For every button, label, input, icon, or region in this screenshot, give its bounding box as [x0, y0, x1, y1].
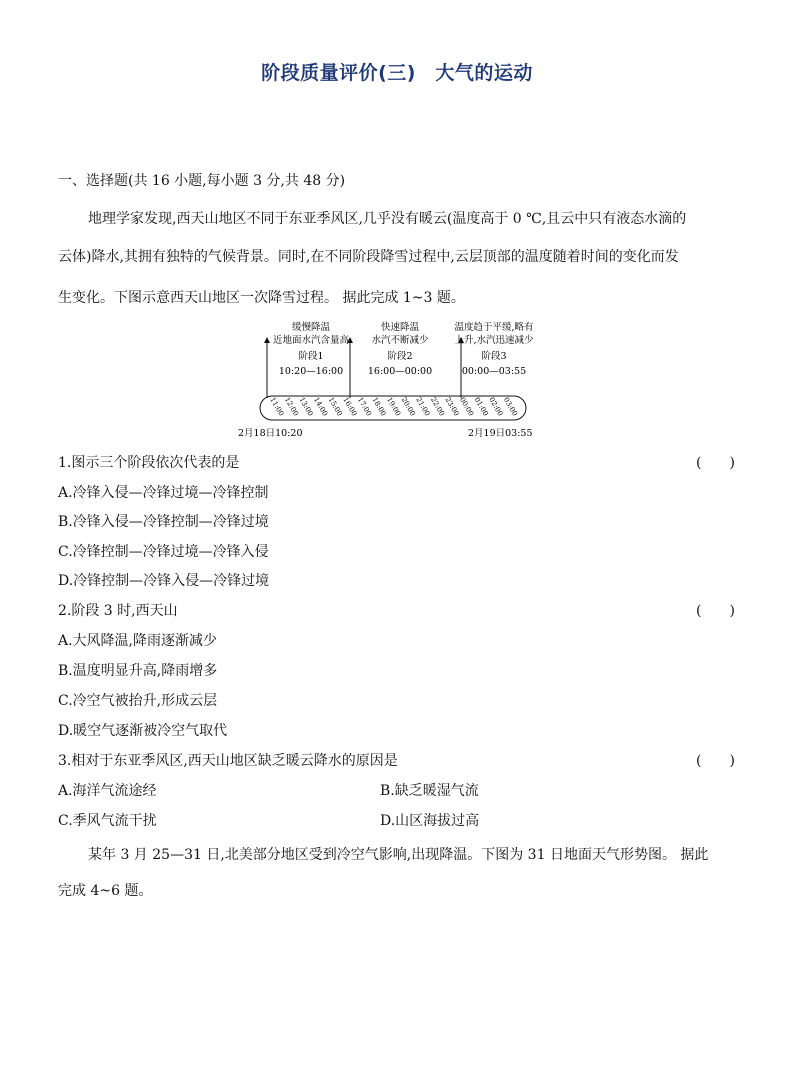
- q1-option-d: D.冷锋控制—冷锋入侵—冷锋过境: [58, 573, 270, 589]
- q1-option-b: B.冷锋入侵—冷锋控制—冷锋过境: [58, 514, 269, 530]
- timeline-tick-label: 19:00: [385, 396, 403, 418]
- passage2-line1: 某年 3 月 25—31 日,北美部分地区受到冷空气影响,出现降温。下图为 31 日地面天气形势图。 据此: [88, 847, 709, 863]
- q2-option-d: D.暖空气逐渐被冷空气取代: [58, 723, 228, 739]
- timeline-tick-label: 12:00: [282, 396, 300, 418]
- timeline-tick-label: 00:00: [458, 396, 476, 418]
- timeline-tick-label: 18:00: [370, 396, 388, 418]
- timeline-tick-label: 17:00: [355, 396, 373, 418]
- page-title: 阶段质量评价(三) 大气的运动: [261, 62, 533, 84]
- timeline-tick-label: 03:00: [501, 396, 519, 418]
- stage1-desc1: 缓慢降温: [291, 322, 331, 333]
- passage1-line2: 云体)降水,其拥有独特的气候背景。同时,在不同阶段降雪过程中,云层顶部的温度随着时间的变化而发: [58, 249, 679, 265]
- timeline-start-label: 2月18日10:20: [238, 428, 303, 439]
- passage2-line2: 完成 4~6 题。: [58, 883, 153, 899]
- q2-stem: 2.阶段 3 时,西天山: [58, 603, 178, 619]
- q3-option-b: B.缺乏暖湿气流: [380, 783, 479, 799]
- q2-option-a: A.大风降温,降雨逐渐减少: [58, 633, 218, 649]
- stage1-name: 阶段1: [298, 351, 324, 362]
- timeline-tick-label: 01:00: [472, 396, 490, 418]
- stage3-desc2: 上升,水汽迅速减少: [454, 335, 534, 346]
- q3-option-d: D.山区海拔过高: [380, 813, 480, 829]
- q3-option-a: A.海洋气流途经: [58, 783, 157, 799]
- timeline-ticks: [268, 396, 519, 417]
- timeline-tick-label: 13:00: [297, 396, 315, 418]
- q3-answer-paren: ( ): [696, 753, 735, 769]
- section-heading: 一、选择题(共 16 小题,每小题 3 分,共 48 分): [58, 173, 346, 189]
- stage3-time: 00:00—03:55: [461, 366, 527, 377]
- timeline-tick-label: 20:00: [399, 396, 417, 418]
- stage2-time: 16:00—00:00: [367, 366, 433, 377]
- passage1-line3: 生变化。下图示意西天山地区一次降雪过程。 据此完成 1~3 题。: [58, 290, 465, 306]
- timeline-tick-label: 14:00: [312, 396, 330, 418]
- snowfall-process-diagram: [230, 318, 560, 443]
- stage1-desc2: 近地面水汽含量高: [272, 335, 350, 346]
- q1-stem: 1.图示三个阶段依次代表的是: [58, 455, 240, 471]
- timeline-tick-label: 02:00: [487, 396, 505, 418]
- stage2-desc1: 快速降温: [380, 322, 420, 333]
- q1-answer-paren: ( ): [696, 455, 735, 471]
- q2-option-b: B.温度明显升高,降雨增多: [58, 663, 218, 679]
- passage1-line1: 地理学家发现,西天山地区不同于东亚季风区,几乎没有暖云(温度高于 0 ℃,且云中只有液态水滴的: [88, 211, 687, 227]
- q2-answer-paren: ( ): [696, 603, 735, 619]
- stage1-time: 10:20—16:00: [278, 366, 344, 377]
- q2-option-c: C.冷空气被抬升,形成云层: [58, 693, 218, 709]
- q1-option-c: C.冷锋控制—冷锋过境—冷锋入侵: [58, 544, 269, 560]
- timeline-end-label: 2月19日03:55: [468, 428, 533, 439]
- q3-stem: 3.相对于东亚季风区,西天山地区缺乏暖云降水的原因是: [58, 753, 398, 769]
- timeline-tick-label: 16:00: [341, 396, 359, 418]
- timeline-tick-label: 11:00: [268, 396, 286, 418]
- timeline-tick-label: 23:00: [443, 396, 461, 418]
- stage2-desc2: 水汽不断减少: [371, 335, 429, 346]
- timeline-tick-label: 21:00: [414, 396, 432, 418]
- stage3-name: 阶段3: [481, 351, 507, 362]
- stage2-name: 阶段2: [387, 351, 413, 362]
- stage3-desc1: 温度趋于平缓,略有: [454, 322, 534, 333]
- timeline-tick-label: 15:00: [326, 396, 344, 418]
- q3-option-c: C.季风气流干扰: [58, 813, 157, 829]
- timeline-tick-label: 22:00: [428, 396, 446, 418]
- q1-option-a: A.冷锋入侵—冷锋过境—冷锋控制: [58, 485, 269, 501]
